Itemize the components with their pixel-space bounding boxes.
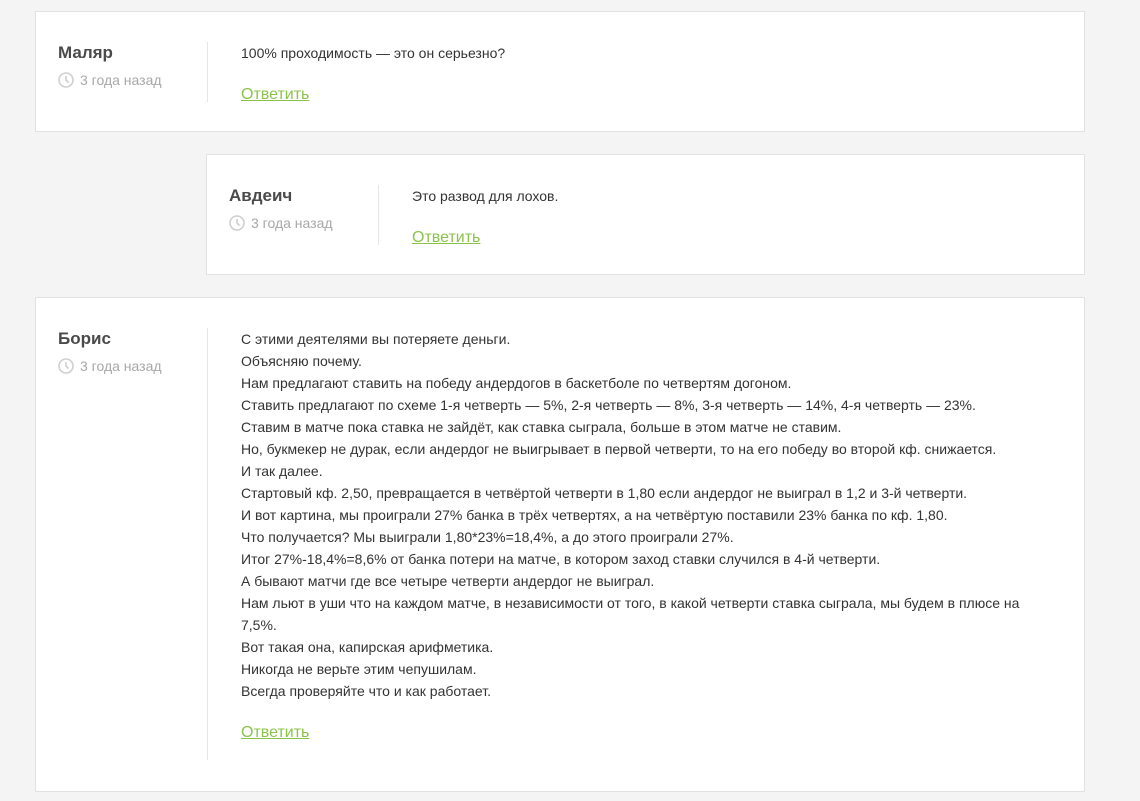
comment-text-line: Ставим в матче пока ставка не зайдёт, как ставка сыграла, больше в этом матче не ставим. <box>241 419 842 435</box>
comment-divider <box>207 328 208 760</box>
comment-time-text: 3 года назад <box>251 215 333 231</box>
reply-button[interactable]: Ответить <box>241 86 310 103</box>
comment-text-line: Ставить предлагают по схеме 1-я четверть — 5%, 2-я четверть — 8%, 3-я четверть — 14%, 4-я четверть — 23%. <box>241 397 976 413</box>
comment-text-line: И вот картина, мы проиграли 27% банка в трёх четвертях, а на четвёртую поставили 23% банка по кф. 1,80. <box>241 507 948 523</box>
comment-text-line: А бывают матчи где все четыре четверти андердог не выиграл. <box>241 573 655 589</box>
comment-text-line: Стартовый кф. 2,50, превращается в четвёртой четверти в 1,80 если андердог не выиграл в 1,2 и 3-й четверти. <box>241 485 968 501</box>
comment-text-line: Итог 27%-18,4%=8,6% от банка потери на матче, в котором заход ставки случился в 4-й четверти. <box>241 551 881 567</box>
comment-time <box>58 358 162 374</box>
reply-button[interactable]: Ответить <box>412 229 481 246</box>
comment-body <box>241 328 1041 744</box>
comment-time <box>229 215 333 231</box>
reply-button[interactable]: Ответить <box>241 724 310 741</box>
comment-card <box>35 297 1085 792</box>
clock-icon <box>58 358 74 374</box>
comment-time <box>58 72 162 88</box>
comment-card-reply <box>206 154 1085 275</box>
comment-card <box>35 11 1085 132</box>
clock-icon <box>58 72 74 88</box>
comment-text-line: Нам предлагают ставить на победу андердогов в баскетболе по четвертям догоном. <box>241 375 792 391</box>
comment-author: Авдеич <box>229 186 293 205</box>
comment-author: Маляр <box>58 43 113 62</box>
comment-meta <box>229 185 333 231</box>
comment-time-text: 3 года назад <box>80 72 162 88</box>
comment-text-line: И так далее. <box>241 463 323 479</box>
comment-text-line: Вот такая она, капирская арифметика. <box>241 639 494 655</box>
comment-body <box>412 185 1062 249</box>
comment-text-line: Нам льют в уши что на каждом матче, в независимости от того, в какой четверти ставка сыграла, мы будем в плюсе на 7,5%. <box>241 595 1020 633</box>
comment-text: 100% проходимость — это он серьезно? <box>241 45 506 61</box>
comment-text-line: Всегда проверяйте что и как работает. <box>241 683 491 699</box>
comment-divider <box>378 185 379 245</box>
comment-time-text: 3 года назад <box>80 358 162 374</box>
comment-divider <box>207 42 208 102</box>
comment-body <box>241 42 1061 106</box>
comment-text: Это развод для лохов. <box>412 188 559 204</box>
comment-text-line: Но, букмекер не дурак, если андердог не выигрывает в первой четверти, то на его победу во второй кф. снижается. <box>241 441 997 457</box>
comment-meta <box>58 328 162 374</box>
comment-text-line: Объясняю почему. <box>241 353 362 369</box>
comment-text-line: Что получается? Мы выиграли 1,80*23%=18,4%, а до этого проиграли 27%. <box>241 529 734 545</box>
comment-meta <box>58 42 162 88</box>
comment-text-line: Никогда не верьте этим чепушилам. <box>241 661 477 677</box>
clock-icon <box>229 215 245 231</box>
comment-text-line: С этими деятелями вы потеряете деньги. <box>241 331 511 347</box>
comment-author: Борис <box>58 329 111 348</box>
